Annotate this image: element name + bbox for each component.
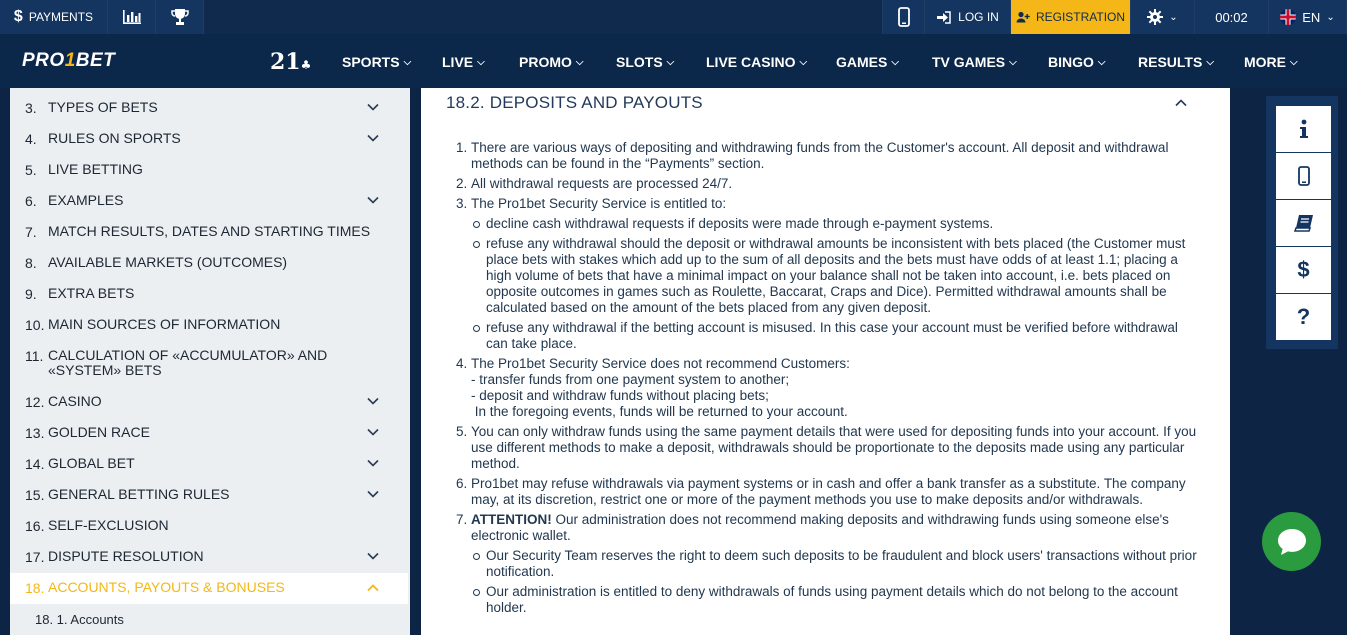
sidebar-item-label: SELF-EXCLUSION: [48, 517, 169, 533]
chevron-down-icon: ⌵: [799, 56, 808, 68]
sidebar-item-number: 16.: [25, 518, 45, 534]
info-icon: [1299, 119, 1309, 139]
chevron-down-icon: [366, 549, 380, 563]
nav-label: SPORTS: [342, 54, 400, 70]
list-item: [456, 176, 1201, 192]
nav-live[interactable]: [442, 54, 485, 70]
chevron-down-icon: [366, 425, 380, 439]
bar-chart-icon: [122, 9, 142, 25]
chevron-down-icon: [366, 100, 380, 114]
sidebar-subitem-label: 18. 1. Accounts: [35, 612, 124, 627]
sidebar-item-label: CASINO: [48, 393, 102, 409]
list-number: 3.: [456, 196, 468, 211]
settings-button[interactable]: [1131, 0, 1195, 34]
sidebar-item-number: 6.: [25, 193, 37, 209]
sidebar-item-label: EXAMPLES: [48, 192, 124, 208]
sidebar-item-extra-bets[interactable]: [10, 286, 408, 306]
nav-sports[interactable]: [342, 54, 411, 70]
payments-button[interactable]: [0, 0, 108, 34]
sidebar-item-label: GLOBAL BET: [48, 455, 135, 471]
nav-label: TV GAMES: [932, 54, 1006, 70]
section-body: [456, 140, 1201, 620]
sidebar-item-number: 18.: [25, 580, 45, 596]
top-bar: [0, 0, 1347, 34]
sidebar-item-label-line2: «SYSTEM» BETS: [48, 362, 162, 378]
chevron-down-icon: ⌵: [477, 56, 485, 68]
chevron-down-icon: [366, 193, 380, 207]
book-icon: [1294, 214, 1314, 232]
list-number: 4.: [456, 356, 468, 371]
chevron-down-icon: ⌵: [666, 56, 675, 68]
list-item: [456, 424, 1201, 472]
sidebar-item-general-betting-rules[interactable]: [10, 487, 408, 507]
mobile-phone-icon: [1298, 166, 1310, 186]
logo-text-1: 1: [64, 50, 76, 71]
sidebar-item-label: AVAILABLE MARKETS (OUTCOMES): [48, 254, 288, 270]
list-number: 2.: [456, 176, 468, 191]
rules-sidebar: [10, 88, 410, 635]
nav-label: LIVE: [442, 54, 474, 70]
nav-label: SLOTS: [616, 54, 663, 70]
bullet-item: Our administration is entitled to deny withdrawals of funds using payment details which do not belong to the account holder.: [456, 584, 1201, 616]
payments-label: PAYMENTS: [28, 10, 94, 24]
sidebar-item-label: MAIN SOURCES OF INFORMATION: [48, 316, 281, 332]
sidebar-item-label: DISPUTE RESOLUTION: [48, 548, 204, 564]
bullet-item: Our Security Team reserves the right to deem such deposits to be fraudulent and block users' transactions without prior notification.: [456, 548, 1201, 580]
sidebar-item-main-sources[interactable]: [10, 317, 408, 337]
chevron-up-icon: [366, 581, 380, 595]
top-bar-spacer: [204, 0, 883, 34]
nav-label: LIVE CASINO: [706, 54, 796, 70]
sidebar-item-label-line1: CALCULATION OF «ACCUMULATOR» AND: [48, 347, 328, 363]
bullet-item: refuse any withdrawal if the betting account is misused. In this case your account must be verified before withdrawal can take place.: [456, 320, 1201, 352]
logo-text-bet: BET: [75, 50, 116, 71]
sidebar-item-number: 7.: [25, 224, 37, 240]
sidebar-item-types-of-bets[interactable]: [10, 100, 408, 120]
uk-flag-icon: [1280, 9, 1296, 25]
sign-in-icon: [936, 11, 951, 24]
chevron-down-icon: [366, 456, 380, 470]
sidebar-item-number: 17.: [25, 549, 45, 565]
chevron-down-icon: ⌵: [1290, 56, 1298, 68]
nav-label: RESULTS: [1138, 54, 1203, 70]
nav-slots[interactable]: [616, 54, 674, 70]
language-selector[interactable]: [1269, 0, 1347, 34]
list-number: 7.: [456, 512, 468, 527]
list-text: You can only withdraw funds using the same payment details that were used for depositing funds into your account. If you use different methods to make a deposit, withdrawals should be proportionate to the deposits made using any particular method.: [471, 424, 1197, 471]
nav-live-casino[interactable]: [706, 54, 807, 70]
list-subline: - deposit and withdraw funds without placing bets;: [471, 388, 769, 403]
login-label: LOG IN: [958, 10, 999, 24]
twenty-one-game-link[interactable]: [270, 49, 311, 75]
chevron-up-icon[interactable]: [1174, 96, 1188, 110]
sidebar-item-number: 4.: [25, 131, 37, 147]
sidebar-item-accounts-payouts-bonuses[interactable]: [10, 573, 408, 604]
list-item: [456, 196, 1201, 212]
sidebar-item-label: RULES ON SPORTS: [48, 130, 181, 146]
main-navigation: [0, 34, 1347, 88]
logo-text-pro: PRO: [22, 50, 65, 71]
chevron-down-icon: ⌵: [1009, 56, 1017, 68]
chevron-down-icon: [366, 394, 380, 408]
list-item: [456, 512, 1201, 544]
quick-access-rail: [1266, 96, 1338, 349]
nav-games[interactable]: [836, 54, 899, 70]
list-item: [456, 476, 1201, 508]
tournaments-button[interactable]: [156, 0, 204, 34]
help-button[interactable]: [1276, 294, 1331, 340]
sidebar-item-rules-on-sports[interactable]: [10, 131, 408, 151]
sidebar-item-number: 10.: [25, 317, 45, 333]
rules-book-button[interactable]: [1276, 200, 1331, 246]
sidebar-item-number: 9.: [25, 286, 37, 302]
sidebar-item-label: [48, 348, 327, 378]
mobile-phone-icon: [898, 7, 910, 27]
nav-label: BINGO: [1048, 54, 1094, 70]
sidebar-item-calculation[interactable]: [10, 348, 408, 384]
list-item: [456, 140, 1201, 172]
chat-bubble-icon: [1276, 527, 1308, 557]
chevron-down-icon: ⌵: [1097, 56, 1106, 68]
twenty-one-label: 21: [270, 49, 301, 75]
sidebar-item-label: GENERAL BETTING RULES: [48, 486, 230, 502]
nav-results[interactable]: [1138, 54, 1214, 70]
login-button[interactable]: [925, 0, 1011, 34]
nav-tv-games[interactable]: [932, 54, 1017, 70]
sidebar-item-number: 11.: [25, 348, 44, 364]
sidebar-item-number: 13.: [25, 425, 45, 441]
sidebar-subitem-accounts[interactable]: [10, 612, 408, 632]
sidebar-item-number: 8.: [25, 255, 37, 271]
list-number: 6.: [456, 476, 468, 491]
nav-bingo[interactable]: [1048, 54, 1105, 70]
clock-display: 00:02: [1195, 0, 1269, 34]
sidebar-item-golden-race[interactable]: [10, 425, 408, 445]
list-text: All withdrawal requests are processed 24/7.: [471, 176, 733, 191]
trophy-icon: [171, 8, 189, 26]
chevron-down-icon: ⌵: [403, 56, 412, 68]
section-title: 18.2. DEPOSITS AND PAYOUTS: [446, 93, 703, 112]
sidebar-item-label: GOLDEN RACE: [48, 424, 150, 440]
registration-button[interactable]: [1011, 0, 1131, 34]
chevron-down-icon: ⌵: [575, 56, 584, 68]
nav-label: GAMES: [836, 54, 888, 70]
sidebar-item-number: 12.: [25, 394, 45, 410]
user-plus-icon: [1016, 11, 1030, 23]
list-text: The Pro1bet Security Service does not recommend Customers:: [471, 356, 850, 371]
sidebar-item-dispute-resolution[interactable]: [10, 549, 408, 569]
sidebar-item-number: 15.: [25, 487, 45, 503]
list-number: 1.: [456, 140, 468, 155]
list-number: 5.: [456, 424, 468, 439]
list-text: The Pro1bet Security Service is entitled to:: [471, 196, 727, 211]
sidebar-item-examples[interactable]: [10, 193, 408, 213]
sidebar-item-match-results[interactable]: [10, 224, 408, 244]
rules-content-panel: [421, 88, 1230, 635]
chevron-down-icon: [366, 131, 380, 145]
sidebar-item-number: 5.: [25, 162, 37, 178]
question-icon: ?: [1296, 304, 1311, 329]
sidebar-item-self-exclusion[interactable]: [10, 518, 408, 538]
chevron-down-icon: ⌄: [1169, 11, 1178, 23]
statistics-button[interactable]: [108, 0, 156, 34]
chevron-down-icon: ⌵: [1206, 56, 1214, 68]
dollar-icon: $: [13, 8, 23, 25]
nav-label: MORE: [1244, 54, 1286, 70]
sidebar-item-label: ACCOUNTS, PAYOUTS & BONUSES: [48, 579, 285, 595]
list-text: Our administration does not recommend making deposits and withdrawing funds using someone else's electronic wallet.: [471, 512, 1169, 543]
sidebar-item-number: 14.: [25, 456, 45, 472]
cards-icon: ♣: [300, 58, 312, 72]
nav-label: PROMO: [519, 54, 572, 70]
sidebar-item-casino[interactable]: [10, 394, 408, 414]
language-label: EN: [1302, 9, 1321, 25]
mobile-version-button[interactable]: [1276, 153, 1331, 199]
chevron-down-icon: [366, 487, 380, 501]
nav-more[interactable]: [1244, 54, 1298, 70]
sidebar-item-label: TYPES OF BETS: [48, 99, 158, 115]
mobile-app-button[interactable]: [883, 0, 925, 34]
sidebar-item-label: EXTRA BETS: [48, 285, 135, 301]
gear-icon: [1147, 9, 1163, 25]
list-subline: In the foregoing events, funds will be returned to your account.: [471, 404, 848, 419]
sidebar-item-available-markets[interactable]: [10, 255, 408, 275]
site-logo[interactable]: [22, 50, 142, 72]
list-item: [456, 356, 1201, 372]
sidebar-item-label: LIVE BETTING: [48, 161, 143, 177]
sidebar-item-number: 3.: [25, 100, 37, 116]
payments-info-button[interactable]: [1276, 247, 1331, 293]
registration-label: REGISTRATION: [1035, 10, 1126, 24]
bullet-item: decline cash withdrawal requests if deposits were made through e-payment systems.: [456, 216, 1201, 232]
bullet-item: refuse any withdrawal should the deposit or withdrawal amounts be inconsistent with bets placed (the Customer must place bets with stakes which add up to the sum of all deposits and the bets must have odds of at least 1.1; placing a high volume of bets that have a minimal impact on your balance shall not be taken into account, i.e. bets placed on opposite outcomes in games such as Roulette, Baccarat, Craps and Dice). Permitted withdrawal amounts shall be calculated based on the amount of the bets placed from any given deposit.: [456, 236, 1201, 316]
list-subline: - transfer funds from one payment system to another;: [471, 372, 790, 387]
chevron-down-icon: ⌄: [1326, 11, 1335, 23]
live-chat-button[interactable]: [1262, 512, 1321, 571]
nav-promo[interactable]: [519, 54, 583, 70]
dollar-icon: $: [1297, 257, 1310, 282]
sidebar-item-global-bet[interactable]: [10, 456, 408, 476]
list-text: There are various ways of depositing and withdrawing funds from the Customer's account. All deposit and withdrawal methods can be found in the “Payments” section.: [471, 140, 1169, 171]
info-button[interactable]: [1276, 106, 1331, 152]
sidebar-item-label: MATCH RESULTS, DATES AND STARTING TIMES: [48, 223, 371, 239]
list-text: Pro1bet may refuse withdrawals via payment systems or in cash and offer a bank transfer as a substitute. The company may, at its discretion, restrict one or more of the payment methods you use to make deposits and/or withdrawals.: [471, 476, 1186, 507]
sidebar-item-live-betting[interactable]: [10, 162, 408, 182]
attention-label: ATTENTION!: [471, 512, 552, 527]
chevron-down-icon: ⌵: [891, 56, 899, 68]
